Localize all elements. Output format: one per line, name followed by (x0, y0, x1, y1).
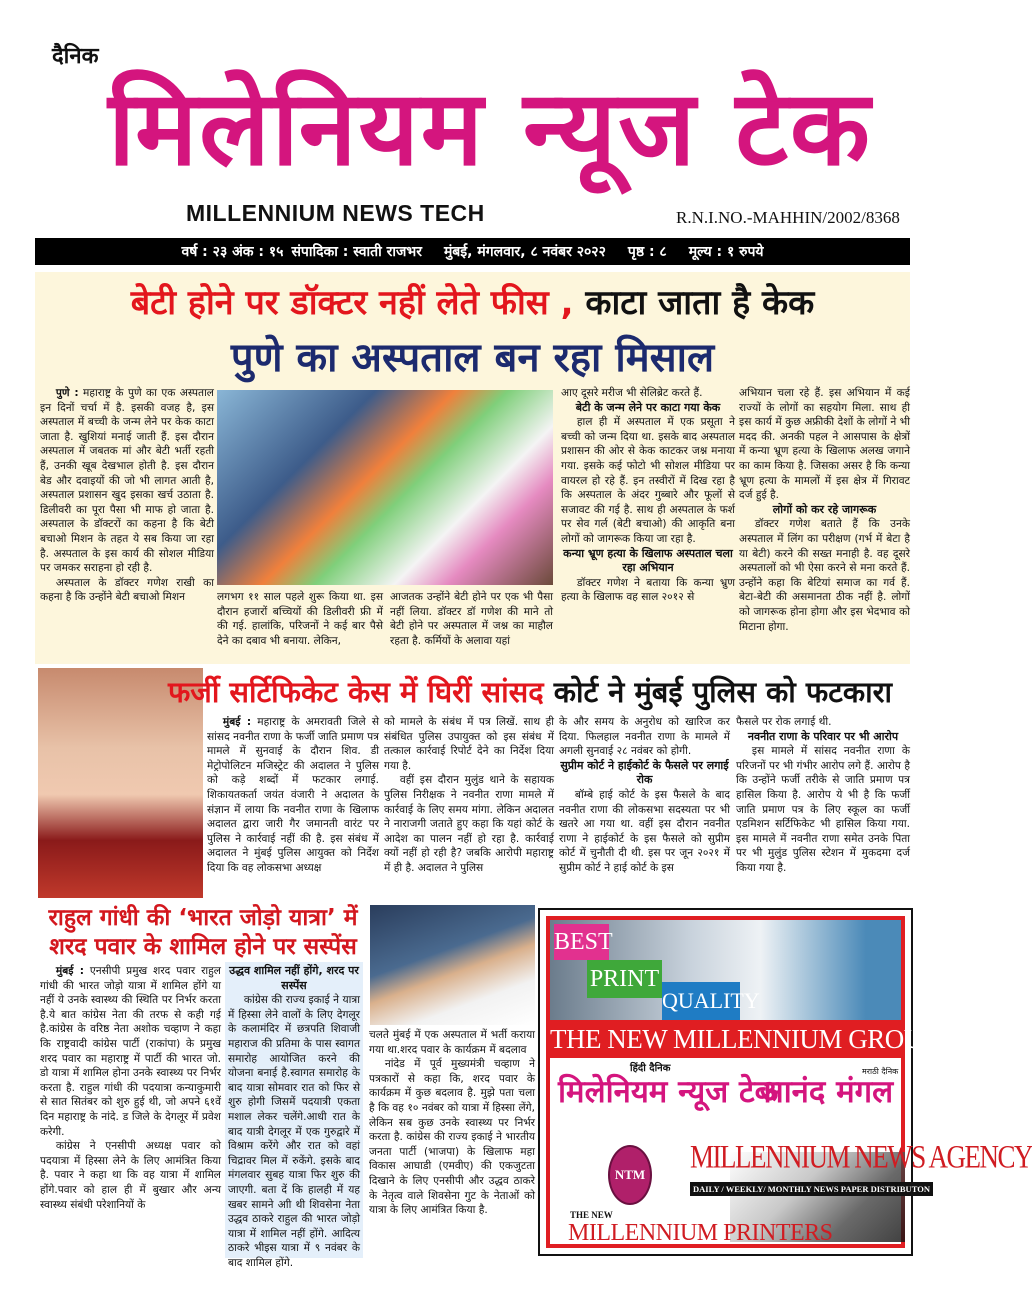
headline-black: काटा जाता है केक (573, 283, 815, 323)
printers-name: MILLENNIUM PRINTERS (568, 1220, 833, 1246)
text: अस्पताल के डॉक्टर गणेश राखी का कहना है कि उन्होंने बेटी बचाओ मिशन (40, 576, 214, 604)
best-tag: BEST (554, 924, 609, 960)
subheading: लोगों को कर रहे जागरूक (772, 502, 877, 516)
date: मुंबई, मंगलवार, ८ नवंबर २०२२ (443, 244, 606, 260)
story1-column-3 (390, 590, 553, 662)
text: इस मामले में सांसद नवनीत राणा के परिजनों पर भी गंभीर आरोप लगे हैं. आरोप है कि उन्होंने फर्जी तरीके से जाति प्रमाण पत्र हासिल किया है. आरोप ये भी है कि फर्जी जाति प्रमाण पत्र के लिए स्कूल का फर्जी एडमिशन सर्टिफिकेट भी हासिल किया गया. इस मामले में नवनीत राणा समेत उनके पिता पर भी मुलुंड पुलिस स्टेशन में मुकदमा दर्ज किया गया है. (736, 745, 910, 874)
editor: संपादिका : स्वाती राजभर (291, 244, 422, 260)
text: कांग्रेस की राज्य इकाई ने यात्रा में हिस्सा लेने वालों के लिए देगलूर के कलामंदिर में छत्रपति शिवाजी महाराज की प्रतिमा के पास स्वागत समारोह आयोजित करने की योजना बनाई है.स्वागत समारोह के बाद यात्रा सोमवार रात को फिर से शुरु होगी जिसमें पदयात्री एकता मशाल लेकर चलेंगे.आधी रात के बाद यात्री देगलूर में एक गुरुद्वारे में विश्राम करेंगे और रात को वहां चिद्रावर मिल में रुकेंगे. इसके बाद मंगलवार सुबह यात्रा फिर शुरु की जाएगी. बता दें कि हालही में यह खबर सामने आी थी शिवसेना नेता उद्धव ठाकरे राहुल की भारत जोड़ो यात्रा में शामिल नहीं होंगे. आदित्य ठाकरे भीइस यात्रा में ९ नवंबर के बाद शामिल होंगे. (228, 994, 360, 1269)
masthead-title: मिलेनियम न्यूज टेक (108, 67, 872, 189)
text: वहीं इस दौरान मुलुंड थाने के सहायक पुलिस निरीक्षक ने नवनीत राणा मामले में कार्रवाई के लिए समय मांगा. लेकिन अदालत ने नाराजगी जताते हुए कहा कि यहां कोर्ट के आदेश का पालन नहीं हो रहा है. कार्रवाई क्यों नहीं हो रही है? जबकि आरोपी महाराष्ट्र में ही है. अदालत ने पुलिस (384, 774, 554, 874)
text: डॉक्टर गणेश ने बताया कि कन्या भ्रुण हत्या के खिलाफ वह साल २०१२ से (561, 576, 735, 604)
agency-name: MILLENNIUM NEWS AGENCY (690, 1138, 1032, 1175)
headline-black: कोर्ट ने मुंबई पुलिस को फटकारा (543, 675, 893, 709)
text: कांग्रेस ने एनसीपी अध्यक्ष पवार को पदयात्रा में हिस्सा लेने के लिए आमंत्रित किया है. पवार ने कहा था कि वह यात्रा में शामिल होंगे.पवार को हाल ही में बुखार और अन्य स्वास्थ्य संबंधी परेशानियों के (40, 1140, 221, 1211)
story3-column-3 (369, 1028, 535, 1258)
daily-label: दैनिक (52, 44, 99, 69)
hindi-paper: मिलेनियम न्यूज टेक (558, 1074, 779, 1110)
text: हाल ही में अस्पताल में एक प्रसूता ने बच्ची को जन्म दिया था. इसके बाद अस्पताल प्रशासन की ओर से केक काटकर जश्न मनाया गया. इसके कई फोटो भी सोशल मीडिया पर वायरल हो रहे हैं. इन तस्वीरों में दिख रहा है कि अस्पताल के अंदर गुब्बारे और फूलों से सजावट की गई है. साथ ही अस्पताल के फर्श पर सेव गर्ल (बेटी बचाओ) की आकृति बना लोगों को जागरूक किया जा रहा है. (561, 416, 735, 545)
printers-prefix: THE NEW (570, 1210, 613, 1220)
english-title: MILLENNIUM NEWS TECH (186, 200, 485, 226)
story1-column-1 (40, 386, 214, 661)
text: के और समय के अनुरोध को खारिज कर दिया. फिलहाल नवनीत राणा के मामले में अगली सुनवाई २८ नवंबर को होगी. (559, 716, 730, 758)
story1-column-5 (739, 386, 910, 661)
subheading: कन्या भ्रूण हत्या के खिलाफ अस्पताल चला रहा अभियान (563, 546, 733, 575)
story2-column-4 (736, 715, 910, 897)
text: एनसीपी प्रमुख शरद पवार राहुल गांधी की भारत जोड़ो यात्रा में शामिल होंगे या नहीं ये उनके स्वास्थ्य की स्थिति पर निर्भर करता है.ये बात कांग्रेस नेता की तरफ से कही गई है.कांग्रेस के वरिष्ठ नेता अशोक चव्हाण ने कहा कि राष्ट्रवादी कांग्रेस पार्टी (राकांपा) के प्रमुख शरद पवार का महाराष्ट्र में पार्टी की भारत जो. डो यात्रा में शामिल होना उनके स्वास्थ्य पर निर्भर करता है. राहुल गांधी की पदयात्रा कन्याकुमारी से सात सितंबर को शुरु हुई थी, जो अपने ६१वें दिन महाराष्ट्र के नांदे. ड जिले के देगलूर में प्रवेश करेगी. (40, 965, 221, 1138)
marathi-label: मराठी दैनिक (862, 1067, 899, 1076)
text: महाराष्ट्र के पुणे का एक अस्पताल इन दिनों चर्चा में है. इसकी वजह है, इस अस्पताल में बच्ची के जन्म लेने पर केक काटा जाता है. खुशियां मनाई जाती हैं. इस दौरान अस्पताल में जबतक मां और बेटी भर्ती रहती हैं, उनकी खूब देखभाल होती है. इस दौरान बेड और दवाइयों की जो भी लागत आती है, अस्पताल प्रशासन खुद इसका खर्च उठाता है. डिलीवरी का पूरा पैसा भी माफ हो जाता है. अस्पताल के डॉक्टरों का कहना है कि बेटी बचाओ मिशन के तहत ये सब किया जा रहा है. अस्पताल के इस कार्य की सोशल मीडिया पर जमकर सराहना हो रही है. (40, 387, 214, 575)
text: आए दूसरे मरीज भी सेलिब्रेट करते हैं. (561, 387, 703, 399)
subheading: सुप्रीम कोर्ट ने हाईकोर्ट के फैसले पर लगाई रोक (560, 758, 729, 787)
subheading: बेटी के जन्म लेने पर काटा गया केक (575, 400, 721, 414)
dateline-bar (35, 238, 910, 265)
story2-column-1 (207, 715, 379, 897)
price: मूल्य : १ रुपये (688, 244, 764, 260)
story2-column-2 (384, 715, 554, 897)
hospital-celebration-photo (217, 390, 553, 585)
dateline: पुणे : (55, 387, 79, 399)
dateline: मुंबई : (222, 716, 252, 728)
text: अभियान चला रहे हैं. इस अभियान में कई राज्यों के लोगों का सहयोग मिला. साथ ही इस कार्य में कुछ अफ्रीकी देशों के लोगों ने भी मदद की. अनकी पहल ने आसपास के क्षेत्रों में कन्या भ्रूण हत्या के खिलाफ अलख जगाने का काम किया है. जिसका असर है कि कन्या भ्रूण हत्या के मामलों में इस क्षेत्र में गिरावट दर्ज हुई है. (739, 387, 910, 502)
story1-subheadline: पुणे का अस्पताल बन रहा मिसाल (230, 335, 715, 381)
headline-red: फर्जी सर्टिफिकेट केस में घिरीं सांसद (167, 675, 544, 709)
story3-headline: राहुल गांधी की ‘भारत जोड़ो यात्रा’ में शरद पवार के शामिल होने पर सस्पेंस (48, 905, 358, 960)
agency-tagline: DAILY / WEEKLY/ MONTHLY NEWS PAPER DISTRIBUTON (690, 1182, 933, 1196)
text: आजतक उन्होंने बेटी होने पर एक भी पैसा नहीं लिया. डॉक्टर डॉ गणेश की माने तो बेटी होने पर अस्पताल में जश्न का माहौल रहता है. कर्मियों के अलावा यहां (390, 591, 553, 647)
ntm-logo: NTM (608, 1145, 652, 1205)
text: लगभग ११ साल पहले शुरू किया था. इस दौरान हजारों बच्चियों की डिलीवरी फ्री में की गई. हालांकि, परिजनों ने कई बार पैसे देने का दबाव भी बनाया. लेकिन, (217, 591, 383, 647)
group-name: THE NEW MILLENNIUM GROUP (550, 1020, 901, 1058)
marathi-paper: आनंद मंगल (760, 1074, 894, 1110)
text: महाराष्ट्र के अमरावती जिले से सांसद नवनीत राणा के फर्जी जाति प्रमाण पत्र मामले में सुनवाई के दौरान शिव. डी मेट्रोपोलिटन मजिस्ट्रेट की अदालत ने पुलिस को कड़े शब्दों में फटकार लगाई. शिकायतकर्ता जयंत वंजारी ने अदालत के संज्ञान में लाया कि नवनीत राणा के खिलाफ अदालत द्वारा जारी गैर जमानती वारंट पर पुलिस ने कार्रवाई नहीं की है. इस संबंध में अदालत ने मुंबई पुलिस आयुक्त को निर्देश दिया कि वह लोकसभा अध्यक्ष (207, 716, 379, 874)
print-tag: PRINT (587, 960, 662, 998)
story1-column-2 (217, 590, 383, 662)
page-number: पृष्ठ : ८ (627, 244, 667, 260)
story3-column-2 (225, 962, 363, 1269)
text: नांदेड में पूर्व मुख्यमंत्री चव्हाण ने पत्रकारों से कहा कि, शरद पवार के कार्यक्रम में कुछ बदलाव है. मुझे पता चला है कि वह १० नवंबर को यात्रा में हिस्सा लेंगे, लेकिन सब कुछ उनके स्वास्थ्य पर निर्भर करता है. कांग्रेस की राज्य इकाई ने भारतीय जनता पार्टी (भाजपा) के खिलाफ महा विकास आघाडी (एमवीए) की एकजुटता दिखाने के लिए एनसीपी और उद्धव ठाकरे के नेतृत्व वाले शिवसेना गुट के नेताओं को यात्रा के लिए आमंत्रित किया है. (369, 1058, 535, 1217)
text: डॉक्टर गणेश बताते हैं कि उनके अस्पताल में लिंग का परीक्षण (गर्भ में बेटा है या बेटी) करने की सख्त मनाही है. वह दूसरे अस्पतालों को भी ऐसा करने से मना करते हैं. उन्होंने कहा कि बेटियां समाज का गर्व हैं. बेटा-बेटी की असमानता ठीक नहीं है. लोगों को जागरूक होना होगा और इस भेदभाव को मिटाना होगा. (739, 518, 910, 633)
sharad-pawar-photo (370, 905, 535, 1025)
advertisement (538, 908, 1032, 1256)
story2-column-3 (559, 715, 730, 897)
story1-column-4 (561, 386, 735, 661)
text: बॉम्बे हाई कोर्ट के इस फैसले के बाद नवनीत राणा की लोकसभा सदस्यता पर भी खतरे आ गया था. वहीं इस दौरान नवनीत राणा ने हाईकोर्ट के इस फैसले को सुप्रीम कोर्ट में चुनौती दी थी. इस पर जून २०२१ में सुप्रीम कोर्ट ने हाई कोर्ट के इस (559, 788, 730, 874)
rni-number: R.N.I.NO.-MAHHIN/2002/8368 (676, 208, 900, 227)
subheading: नवनीत राणा के परिवार पर भी आरोप (747, 729, 899, 743)
dateline: मुंबई : (55, 965, 84, 977)
subheading: उद्धव शामिल नहीं होंगे, शरद पर सस्पेंस (229, 964, 359, 992)
story1-headline (35, 278, 910, 324)
headline-red: बेटी होने पर डॉक्टर नहीं लेते फीस , (130, 283, 574, 323)
text: फैसले पर रोक लगाई थी. (736, 716, 832, 728)
quality-tag: QUALITY (662, 982, 740, 1020)
story2-headline (150, 672, 910, 711)
issue: वर्ष : २३ अंक : १५ (181, 244, 284, 260)
text: को मामले के संबंध में पत्र लिखें. साथ ही संबंधित पुलिस उपायुक्त को इस संबंध में तत्काल कार्रवाई रिपोर्ट देने का निर्देश दिया गया है. (384, 716, 554, 772)
story3-column-1 (40, 964, 221, 1258)
hindi-label: हिंदी दैनिक (630, 1063, 671, 1074)
text: चलते मुंबई में एक अस्पताल में भर्ती कराया गया था.शरद पवार के कार्यक्रम में बदलाव (369, 1029, 535, 1056)
